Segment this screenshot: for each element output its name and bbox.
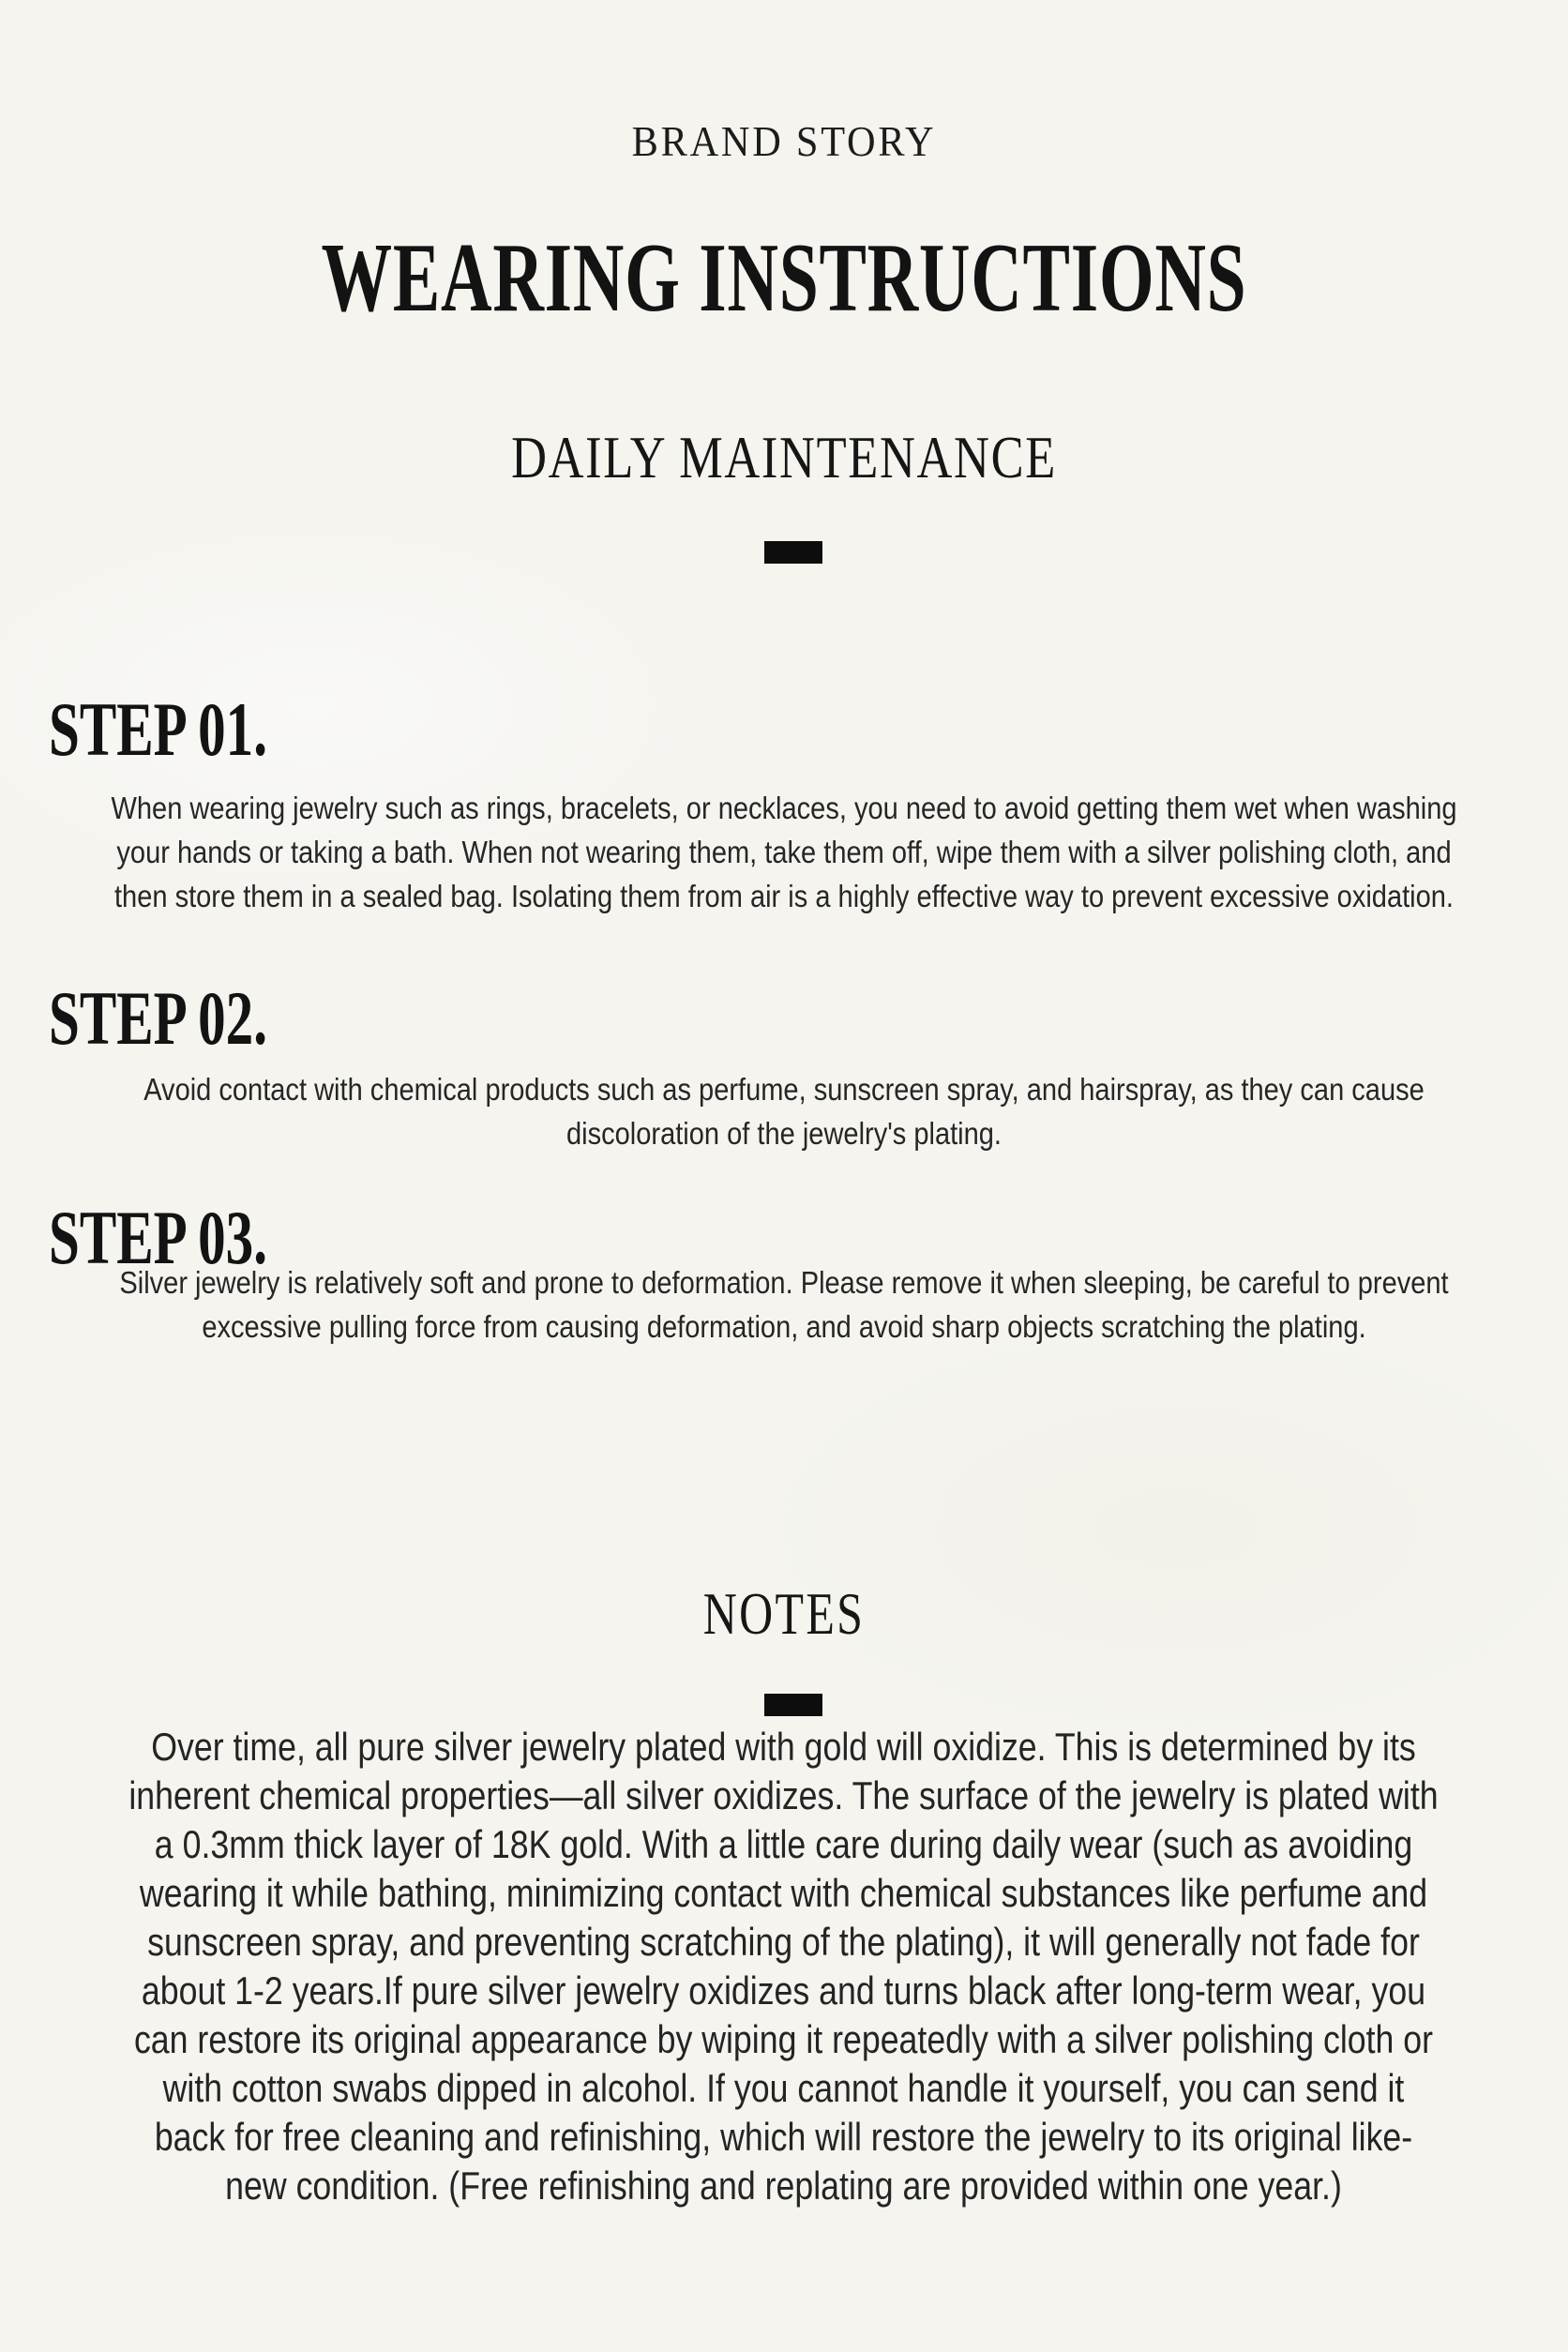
step-01-heading: STEP 01. — [49, 686, 267, 772]
paragraph-line: can restore its original appearance by wiping it repeatedly with a silver polishing cloth or — [133, 2017, 1434, 2061]
step-02-heading: STEP 02. — [49, 975, 267, 1061]
paragraph-line: wearing it while bathing, minimizing contact with chemical substances like perfume and — [139, 1871, 1428, 1915]
notes-heading: NOTES — [702, 1580, 866, 1647]
paragraph-line: Over time, all pure silver jewelry plated with gold will oxidize. This is determined by its — [151, 1725, 1416, 1769]
paragraph-line: new condition. (Free refinishing and replating are provided within one year.) — [225, 2164, 1342, 2208]
step-02-paragraph — [0, 1067, 1568, 1155]
paragraph-line: sunscreen spray, and preventing scratching of the plating), it will generally not fade for — [147, 1920, 1420, 1964]
paragraph-line: Avoid contact with chemical products such as perfume, sunscreen spray, and hairspray, as they can cause — [143, 1072, 1425, 1107]
section-divider-dash — [764, 541, 822, 564]
paragraph-line: then store them in a sealed bag. Isolating them from air is a highly effective way to prevent excessive oxidation. — [113, 879, 1455, 913]
brand-story-label: BRAND STORY — [631, 117, 937, 165]
paragraph-line: When wearing jewelry such as rings, bracelets, or necklaces, you need to avoid getting them wet when washing — [111, 791, 1457, 825]
paragraph-line: about 1-2 years.If pure silver jewelry oxidizes and turns black after long-term wear, you — [141, 1968, 1426, 2013]
paragraph-line: a 0.3mm thick layer of 18K gold. With a little care during daily wear (such as avoiding — [154, 1822, 1413, 1866]
daily-maintenance-heading: DAILY MAINTENANCE — [511, 424, 1057, 490]
step-03-heading: STEP 03. — [49, 1195, 267, 1280]
paragraph-line: inherent chemical properties—all silver oxidizes. The surface of the jewelry is plated with — [128, 1773, 1439, 1817]
paragraph-line: discoloration of the jewelry's plating. — [566, 1116, 1002, 1151]
paragraph-line: excessive pulling force from causing deformation, and avoid sharp objects scratching the plating. — [202, 1309, 1366, 1344]
notes-paragraph — [0, 1723, 1567, 2210]
paragraph-line: your hands or taking a bath. When not wearing them, take them off, wipe them with a silver polishing cloth, and — [116, 835, 1452, 869]
paragraph-line: back for free cleaning and refinishing, which will restore the jewelry to its original like- — [154, 2115, 1413, 2159]
paragraph-line: Silver jewelry is relatively soft and prone to deformation. Please remove it when sleeping, be careful to prevent — [119, 1265, 1449, 1300]
step-03-paragraph — [0, 1260, 1568, 1349]
step-01-paragraph — [0, 786, 1568, 918]
page-title: WEARING INSTRUCTIONS — [321, 222, 1247, 332]
paragraph-line: with cotton swabs dipped in alcohol. If you cannot handle it yourself, you can send it — [162, 2066, 1405, 2110]
notes-divider-dash — [764, 1694, 822, 1716]
